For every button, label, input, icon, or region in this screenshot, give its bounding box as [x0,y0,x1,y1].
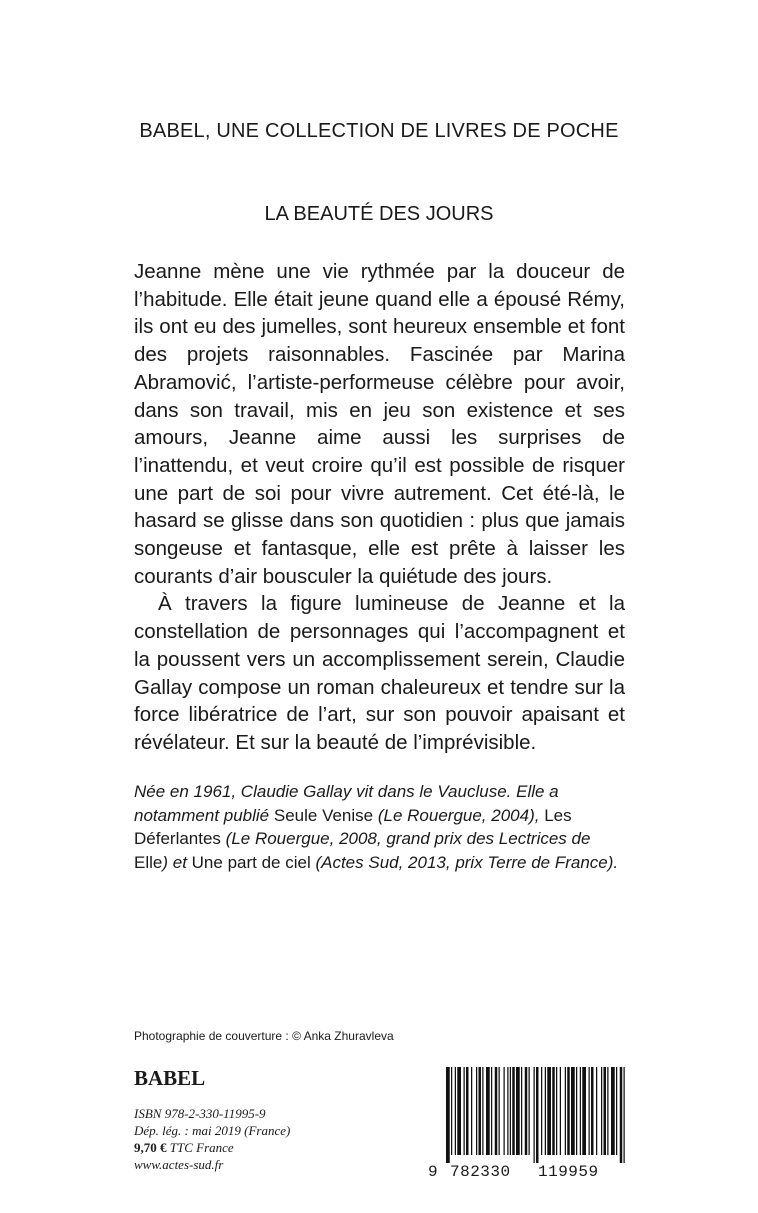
publisher-logo: BABEL [134,1066,206,1090]
barcode-bar [495,1067,498,1155]
barcode-bar [534,1067,535,1163]
legal-deposit: Dép. lég. : mai 2019 (France) [134,1123,291,1138]
barcode-bar [491,1067,492,1155]
barcode-bar [499,1067,500,1155]
barcode-bar [471,1067,472,1155]
barcode-bar [560,1067,561,1155]
price-value: 9,70 € [134,1140,167,1155]
author-bio-text: (Actes Sud, 2013, prix Terre de France). [310,852,619,872]
author-bio-text: (Le Rouergue, 2004), [373,805,545,825]
barcode-digits [428,1163,628,1181]
barcode-digit-first: 9 [428,1163,438,1181]
barcode-bar [482,1067,483,1155]
barcode-bar [580,1067,581,1155]
barcode-bar [464,1067,465,1155]
barcode-bar [466,1067,469,1155]
author-bio-text: Née en 1961, Claudie Gallay vit dans le Vaucluse. Elle a notamment publié [134,782,559,825]
barcode-bar [571,1067,575,1155]
barcode-bar [607,1067,608,1155]
barcode-bar [589,1067,590,1155]
barcode-bar [507,1067,508,1155]
author-bio [134,780,625,874]
barcode-bar [512,1067,515,1155]
author-bio-text: (Le Rouergue, 2008, grand prix des Lectrices de [220,829,591,848]
isbn: ISBN 978-2-330-11995-9 [134,1106,266,1121]
barcode-bar [516,1067,520,1155]
website: www.actes-sud.fr [134,1157,224,1172]
barcode-bar [582,1067,586,1155]
barcode [428,1067,628,1181]
barcode-bar [525,1067,528,1155]
barcode-bar [536,1067,539,1163]
price-suffix: TTC France [166,1140,234,1155]
barcode-bar [457,1067,461,1155]
book-metadata [134,1105,290,1173]
book-title: LA BEAUTÉ DES JOURS [264,203,494,225]
barcode-bar [591,1067,594,1155]
barcode-bar [541,1067,542,1155]
book-ref-seule-venise: Seule Venise [273,805,374,825]
collection-heading: BABEL, UNE COLLECTION DE LIVRES DE POCHE [139,120,619,142]
barcode-bar [529,1067,530,1155]
barcode-bar [565,1067,566,1155]
barcode-bar [545,1067,546,1155]
barcode-bars [428,1067,628,1163]
magazine-ref-elle: Elle [134,852,163,872]
barcode-bar [486,1067,490,1155]
barcode-bar [576,1067,577,1155]
barcode-bar [556,1067,557,1155]
barcode-bar [455,1067,456,1155]
barcode-bar [479,1067,482,1155]
barcode-bar [624,1067,625,1163]
barcode-bar [604,1067,607,1155]
blurb [134,258,625,757]
book-ref-une-part-de-ciel: Une part de ciel [191,852,311,872]
barcode-bar [601,1067,602,1155]
barcode-bar [567,1067,570,1155]
barcode-bar [446,1067,450,1163]
barcode-bar [504,1067,505,1155]
price [134,1139,290,1156]
blurb-paragraph-2: À travers la figure lumineuse de Jeanne et la constellation de personnages qui l’accompagnent et la poussent vers un accomplissement serein, Claudie Gallay compose un roman chaleureux et tendre sur la force libératrice de l’art, sur son pouvoir apaisant et révélateur. Et sur la beauté de l’imprévisible. [134,592,625,754]
barcode-bar [547,1067,551,1155]
author-bio-text: ) et [162,852,192,872]
barcode-digits-right: 119959 [538,1163,599,1181]
barcode-digits-left: 782330 [450,1163,511,1181]
barcode-bar [521,1067,522,1155]
barcode-bar [476,1067,477,1155]
photo-credit: Photographie de couverture : © Anka Zhuravleva [134,1029,394,1043]
barcode-bar [596,1067,597,1155]
barcode-bar [451,1067,452,1155]
barcode-bar [552,1067,555,1155]
barcode-bar [611,1067,615,1155]
barcode-bar [620,1067,623,1163]
barcode-bar [510,1067,511,1155]
blurb-paragraph-1: Jeanne mène une vie rythmée par la douceur de l’habitude. Elle était jeune quand elle a épousé Rémy, ils ont eu des jumelles, sont heureux ensemble et font des projets raisonnables. Fascinée par Marina Abramović, l’artiste-performeuse célèbre pour avoir, dans son travail, mis en jeu son existence et ses amours, Jeanne aime aussi les surprises de l’inattendu, et veut croire qu’il est possible de risquer une part de soi pour vivre autrement. Cet été-là, le hasard se glisse dans son quotidien : plus que jamais songeuse et fantasque, elle est prête à laisser les courants d’air bousculer la quiétude des jours. [134,260,625,588]
barcode-bar [616,1067,617,1155]
book-ref-les-deferlantes: Les Déferlantes [134,805,572,848]
